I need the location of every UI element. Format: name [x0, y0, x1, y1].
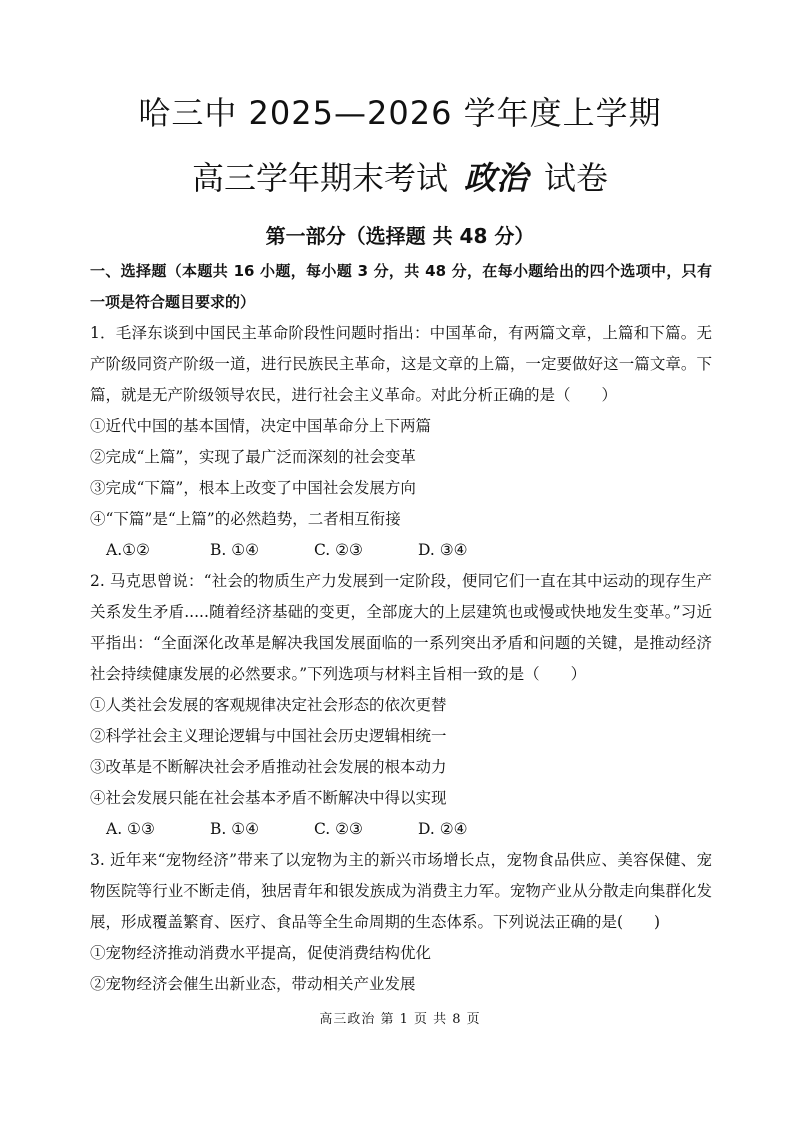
question-1-option-3: ③完成“下篇”，根本上改变了中国社会发展方向: [90, 479, 416, 497]
question-2-choice-d: D. ②④: [418, 820, 468, 838]
question-2-option-3: ③改革是不断解决社会矛盾推动社会发展的根本动力: [90, 758, 447, 776]
question-1-choice-b: B. ①④: [210, 541, 260, 559]
question-3-option-2: ②宠物经济会催生出新业态，带动相关产业发展: [90, 975, 416, 993]
question-2-option-1: ①人类社会发展的客观规律决定社会形态的依次更替: [90, 696, 447, 714]
question-2-option-4: ④社会发展只能在社会基本矛盾不断解决中得以实现: [90, 789, 447, 807]
exam-title-line1: 哈三中 2025—2026 学年度上学期: [138, 94, 662, 132]
question-2-choices: [90, 814, 712, 845]
question-2-stem: 2. 马克思曾说：“社会的物质生产力发展到一定阶段，便同它们一直在其中运动的现存生产关系发生矛盾.....随着经济基础的变更，全部庞大的上层建筑也或慢或快地发生变革。”习近平指出：“全面深化改革是解决我国发展面临的一系列突出矛盾和问题的关键，是推动经济社会持续健康发展的必然要求。”下列选项与材料主旨相一致的是（ ）: [90, 572, 712, 683]
question-3-stem: 3. 近年来“宠物经济”带来了以宠物为主的新兴市场增长点，宠物食品供应、美容保健、宠物医院等行业不断走俏，独居青年和银发族成为消费主力军。宠物产业从分散走向集群化发展，形成覆盖繁育、医疗、食品等全生命周期的生态体系。下列说法正确的是( ): [90, 851, 712, 931]
section-heading: 一、选择题（本题共 16 小题，每小题 3 分，共 48 分，在每小题给出的四个选项中，只有一项是符合题目要求的）: [90, 262, 712, 311]
question-1-choice-d: D. ③④: [418, 541, 468, 559]
question-1-option-2: ②完成“上篇”，实现了最广泛而深刻的社会变革: [90, 448, 416, 466]
question-2-choice-b: B. ①④: [210, 820, 260, 838]
exam-name: 高三学年期末考试: [191, 159, 448, 197]
question-1-option-4: ④“下篇”是“上篇”的必然趋势，二者相互衔接: [90, 510, 401, 528]
question-1-stem: 1．毛泽东谈到中国民主革命阶段性问题时指出：中国革命，有两篇文章，上篇和下篇。无产阶级同资产阶级一道，进行民族民主革命，这是文章的上篇，一定要做好这一篇文章。下篇，就是无产阶级领导农民，进行社会主义革命。对此分析正确的是（ ）: [90, 324, 712, 404]
exam-subject: 政治: [463, 159, 528, 197]
part-title: 第一部分（选择题 共 48 分）: [265, 224, 535, 248]
question-1-choice-c: C. ②③: [314, 541, 363, 559]
question-3-option-1: ①宠物经济推动消费水平提高，促使消费结构优化: [90, 944, 432, 962]
question-2-choice-a: A. ①③: [106, 820, 155, 838]
question-1-choice-a: A.①②: [106, 541, 150, 559]
page-footer: 高三政治 第 1 页 共 8 页: [319, 1012, 481, 1027]
question-1-option-1: ①近代中国的基本国情，决定中国革命分上下两篇: [90, 417, 432, 435]
exam-paper-label: 试卷: [544, 159, 609, 197]
question-content: [90, 256, 712, 1000]
exam-title-line2: [0, 153, 800, 199]
question-2-option-2: ②科学社会主义理论逻辑与中国社会历史逻辑相统一: [90, 727, 447, 745]
question-2-choice-c: C. ②③: [314, 820, 363, 838]
question-1-choices: [90, 535, 712, 566]
